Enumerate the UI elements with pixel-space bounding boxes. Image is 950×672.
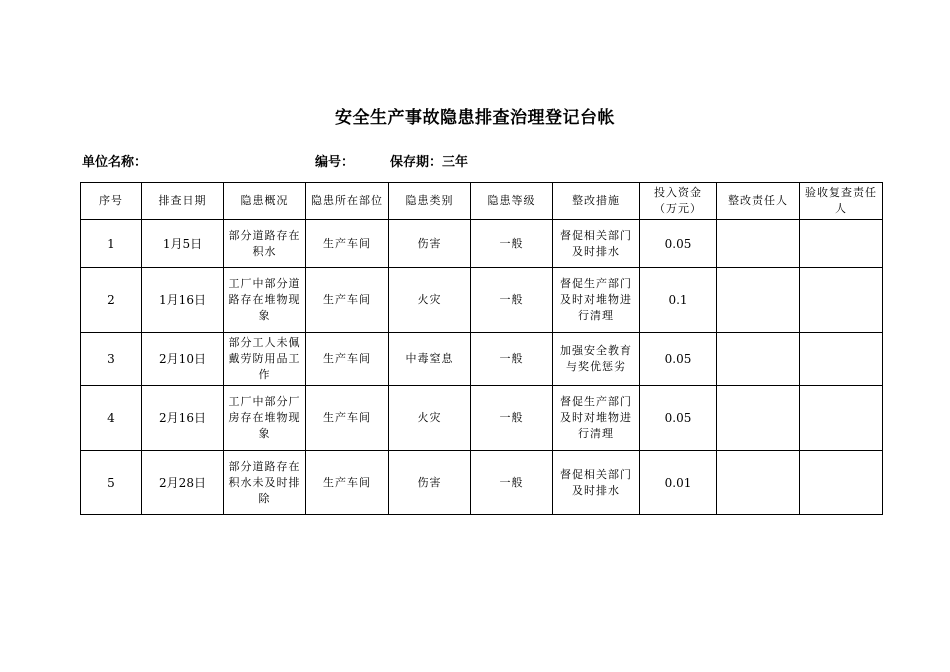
table-row	[81, 451, 883, 515]
cell-acceptance-owner	[800, 268, 883, 333]
cell-location: 生产车间	[306, 268, 389, 333]
cell-level: 一般	[471, 386, 553, 451]
cell-acceptance-owner	[800, 451, 883, 515]
table-row	[81, 268, 883, 333]
page-title: 安全生产事故隐患排查治理登记台帐	[335, 108, 615, 128]
cell-category: 伤害	[389, 451, 471, 515]
cell-rectification-owner	[717, 220, 800, 268]
cell-level: 一般	[471, 451, 553, 515]
cell-summary: 部分道路存在积水未及时排除	[224, 451, 306, 515]
code-label: 编号：	[315, 155, 355, 170]
cell-measures: 加强安全教育与奖优惩劣	[553, 333, 640, 386]
cell-acceptance-owner	[800, 333, 883, 386]
table-row	[81, 333, 883, 386]
cell-level: 一般	[471, 268, 553, 333]
header-rectification-owner: 整改责任人	[717, 183, 800, 220]
cell-location: 生产车间	[306, 333, 389, 386]
cell-location: 生产车间	[306, 451, 389, 515]
cell-measures: 督促相关部门及时排水	[553, 451, 640, 515]
cell-index: 2	[81, 268, 142, 333]
retention-period-label: 保存期：三年	[390, 155, 469, 170]
header-rectification-measures: 整改措施	[553, 183, 640, 220]
header-index: 序号	[81, 183, 142, 220]
cell-summary: 部分工人未佩戴劳防用品工作	[224, 333, 306, 386]
cell-index: 4	[81, 386, 142, 451]
header-acceptance-owner: 验收复查责任人	[800, 183, 883, 220]
cell-date: 2月10日	[142, 333, 224, 386]
cell-summary: 工厂中部分厂房存在堆物现象	[224, 386, 306, 451]
header-investment: 投入资金（万元）	[640, 183, 717, 220]
cell-investment: 0.05	[640, 220, 717, 268]
cell-category: 伤害	[389, 220, 471, 268]
cell-date: 1月5日	[142, 220, 224, 268]
cell-category: 火灾	[389, 386, 471, 451]
header-hazard-location: 隐患所在部位	[306, 183, 389, 220]
cell-rectification-owner	[717, 386, 800, 451]
cell-category: 火灾	[389, 268, 471, 333]
hazard-ledger-table	[80, 182, 883, 515]
cell-index: 5	[81, 451, 142, 515]
cell-investment: 0.05	[640, 386, 717, 451]
cell-index: 3	[81, 333, 142, 386]
cell-measures: 督促生产部门及时对堆物进行清理	[553, 268, 640, 333]
cell-index: 1	[81, 220, 142, 268]
table-row	[81, 220, 883, 268]
cell-level: 一般	[471, 333, 553, 386]
cell-date: 1月16日	[142, 268, 224, 333]
cell-acceptance-owner	[800, 220, 883, 268]
cell-location: 生产车间	[306, 220, 389, 268]
cell-level: 一般	[471, 220, 553, 268]
cell-date: 2月28日	[142, 451, 224, 515]
cell-investment: 0.01	[640, 451, 717, 515]
cell-date: 2月16日	[142, 386, 224, 451]
table-header-row	[81, 183, 883, 220]
cell-investment: 0.1	[640, 268, 717, 333]
header-check-date: 排查日期	[142, 183, 224, 220]
cell-summary: 部分道路存在积水	[224, 220, 306, 268]
cell-rectification-owner	[717, 333, 800, 386]
cell-acceptance-owner	[800, 386, 883, 451]
cell-measures: 督促生产部门及时对堆物进行清理	[553, 386, 640, 451]
cell-category: 中毒窒息	[389, 333, 471, 386]
cell-rectification-owner	[717, 268, 800, 333]
cell-investment: 0.05	[640, 333, 717, 386]
header-hazard-level: 隐患等级	[471, 183, 553, 220]
unit-name-label: 单位名称：	[82, 155, 148, 170]
cell-location: 生产车间	[306, 386, 389, 451]
header-hazard-category: 隐患类别	[389, 183, 471, 220]
cell-rectification-owner	[717, 451, 800, 515]
cell-measures: 督促相关部门及时排水	[553, 220, 640, 268]
header-hazard-summary: 隐患概况	[224, 183, 306, 220]
cell-summary: 工厂中部分道路存在堆物现象	[224, 268, 306, 333]
table-row	[81, 386, 883, 451]
